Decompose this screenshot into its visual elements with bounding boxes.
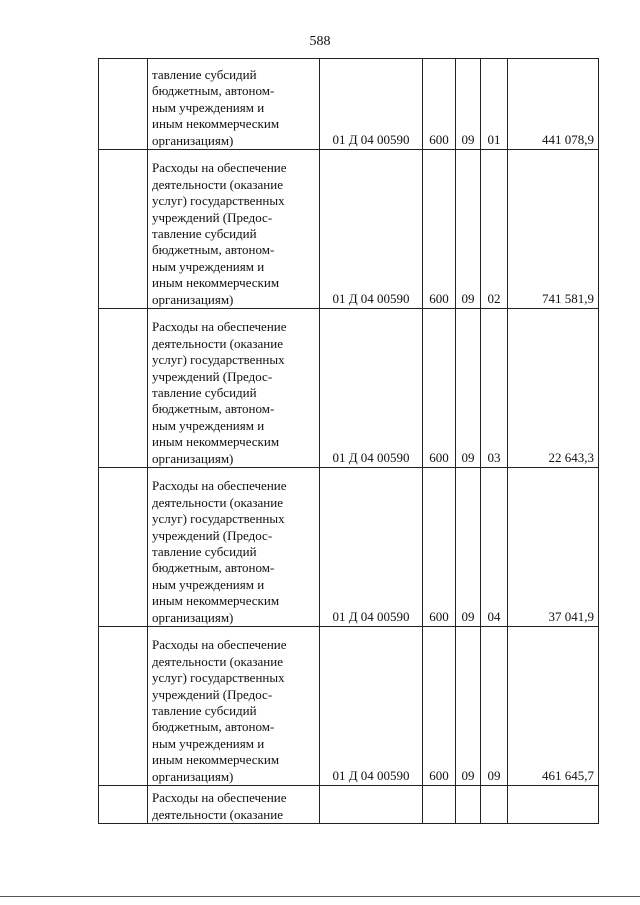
row-blank-cell: [99, 150, 148, 309]
section-cell: 09: [456, 150, 481, 309]
target-code-cell: 01 Д 04 00590: [320, 468, 423, 627]
expense-name-cell: [148, 59, 320, 150]
amount-cell: [508, 786, 599, 824]
target-code-cell: 01 Д 04 00590: [320, 627, 423, 786]
budget-table: [98, 58, 599, 824]
expense-type-cell: 600: [423, 150, 456, 309]
expense-name-cell: [148, 309, 320, 468]
subsection-cell: 01: [481, 59, 508, 150]
expense-name-cell: [148, 627, 320, 786]
amount-cell: 37 041,9: [508, 468, 599, 627]
page-bottom-rule: [0, 896, 640, 897]
section-cell: 09: [456, 468, 481, 627]
amount-cell: 741 581,9: [508, 150, 599, 309]
section-cell: [456, 786, 481, 824]
subsection-cell: 02: [481, 150, 508, 309]
table-row: [99, 309, 599, 468]
subsection-cell: 09: [481, 627, 508, 786]
row-blank-cell: [99, 468, 148, 627]
section-cell: 09: [456, 627, 481, 786]
expense-type-cell: 600: [423, 627, 456, 786]
expense-name: Расходы на обеспечение деятельности (оказание услуг) государственных учреждений (Предос- тавление субсидий бюджетным, автоном- ным учреждениям и иным некоммерческим организациям): [152, 160, 287, 307]
target-code-cell: [320, 786, 423, 824]
row-blank-cell: [99, 627, 148, 786]
table-row: [99, 468, 599, 627]
expense-name: Расходы на обеспечение деятельности (оказание услуг) государственных учреждений (Предос- тавление субсидий бюджетным, автоном- ным учреждениям и иным некоммерческим организациям): [152, 319, 287, 466]
amount-cell: 441 078,9: [508, 59, 599, 150]
expense-type-cell: 600: [423, 309, 456, 468]
target-code-cell: 01 Д 04 00590: [320, 309, 423, 468]
subsection-cell: 04: [481, 468, 508, 627]
expense-type-cell: [423, 786, 456, 824]
expense-type-cell: 600: [423, 468, 456, 627]
target-code-cell: 01 Д 04 00590: [320, 59, 423, 150]
subsection-cell: 03: [481, 309, 508, 468]
expense-name: Расходы на обеспечение деятельности (оказание: [152, 790, 287, 822]
table-row: [99, 59, 599, 150]
amount-cell: 22 643,3: [508, 309, 599, 468]
section-cell: 09: [456, 309, 481, 468]
section-cell: 09: [456, 59, 481, 150]
expense-name: Расходы на обеспечение деятельности (оказание услуг) государственных учреждений (Предос- тавление субсидий бюджетным, автоном- ным учреждениям и иным некоммерческим организациям): [152, 637, 287, 784]
page-number: 588: [309, 34, 331, 49]
row-blank-cell: [99, 309, 148, 468]
expense-name-cell: [148, 150, 320, 309]
expense-name: тавление субсидий бюджетным, автоном- ным учреждениям и иным некоммерческим организациям): [152, 66, 280, 148]
expense-type-cell: 600: [423, 59, 456, 150]
target-code-cell: 01 Д 04 00590: [320, 150, 423, 309]
expense-name-cell: [148, 786, 320, 824]
table-row: [99, 786, 599, 824]
row-blank-cell: [99, 59, 148, 150]
table-row: [99, 150, 599, 309]
expense-name-cell: [148, 468, 320, 627]
amount-cell: 461 645,7: [508, 627, 599, 786]
table-row: [99, 627, 599, 786]
row-blank-cell: [99, 786, 148, 824]
subsection-cell: [481, 786, 508, 824]
expense-name: Расходы на обеспечение деятельности (оказание услуг) государственных учреждений (Предос- тавление субсидий бюджетным, автоном- ным учреждениям и иным некоммерческим организациям): [152, 478, 287, 625]
